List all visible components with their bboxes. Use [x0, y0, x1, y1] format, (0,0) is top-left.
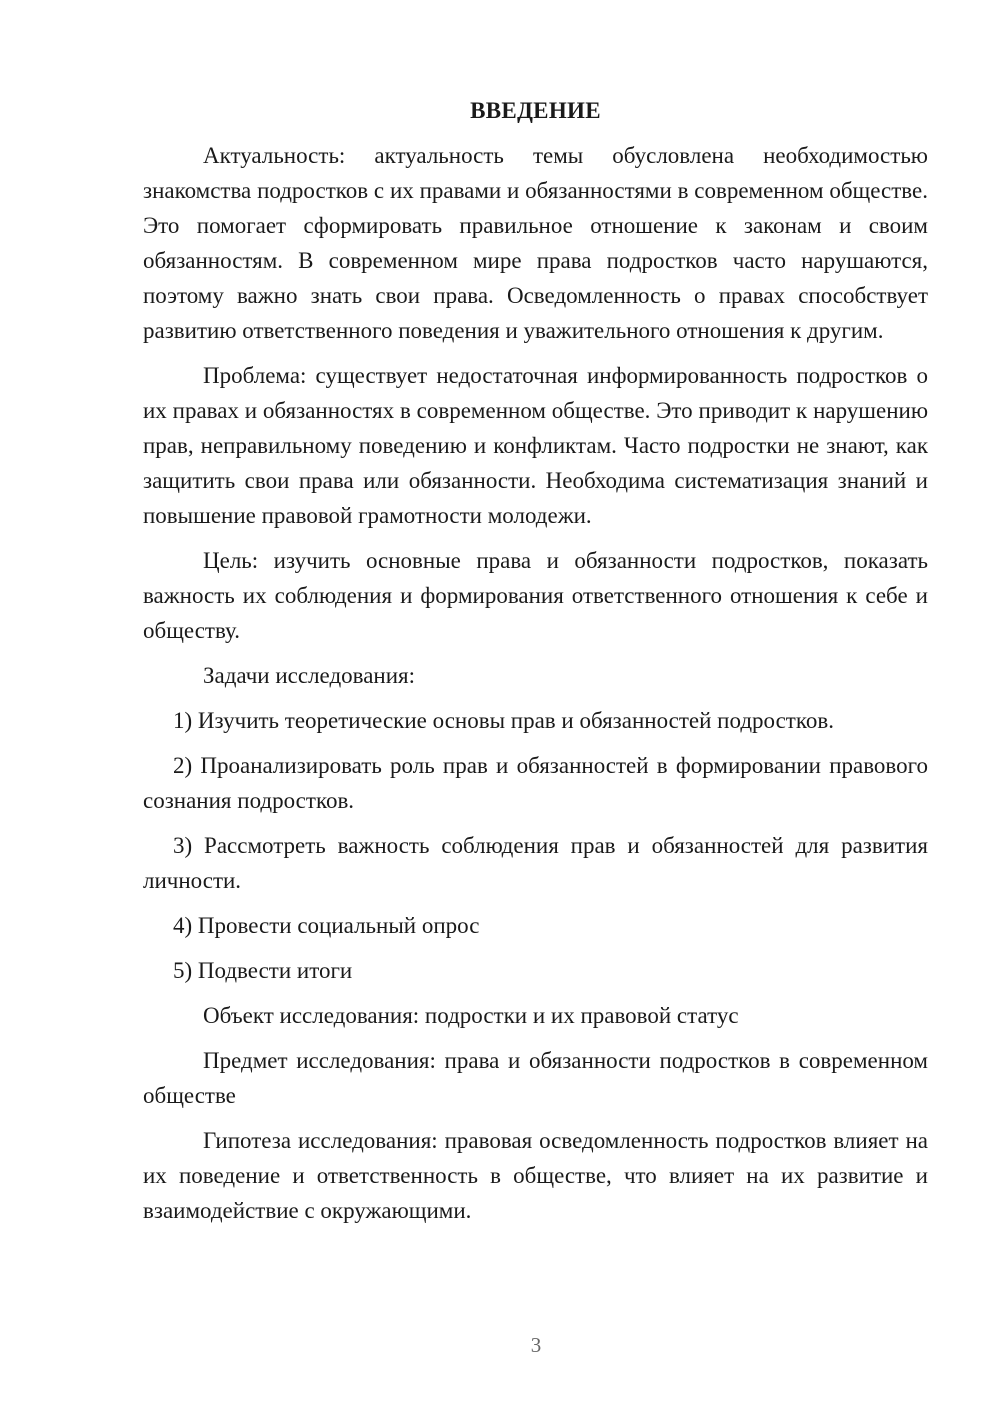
page-content — [143, 93, 928, 1238]
tasks-heading: Задачи исследования: — [203, 663, 416, 688]
section-title: ВВЕДЕНИЕ — [470, 98, 601, 123]
paragraph-subject: Предмет исследования: права и обязанности подростков в современном обществе — [143, 1048, 928, 1108]
paragraph-goal: Цель: изучить основные права и обязанности подростков, показать важность их соблюдения и формирования ответственного отношения к себе и обществу. — [143, 548, 928, 643]
paragraph-hypothesis: Гипотеза исследования: правовая осведомленность подростков влияет на их поведение и ответственность в обществе, что влияет на их развитие и взаимодействие с окружающими. — [143, 1128, 928, 1223]
task-item-4: 4) Провести социальный опрос — [173, 913, 480, 938]
paragraph-object: Объект исследования: подростки и их правовой статус — [203, 1003, 739, 1028]
paragraph-problem: Проблема: существует недостаточная информированность подростков о их правах и обязанностях в современном обществе. Это приводит к нарушению прав, неправильному поведению и конфликтам. Часто подростки не знают, как защитить свои права или обязанности. Необходима систематизация знаний и повышение правовой грамотности молодежи. — [143, 363, 928, 528]
task-item-3: 3) Рассмотреть важность соблюдения прав и обязанностей для развития личности. — [143, 833, 928, 893]
task-item-2: 2) Проанализировать роль прав и обязанностей в формировании правового сознания подростков. — [143, 753, 928, 813]
task-item-5: 5) Подвести итоги — [173, 958, 353, 983]
task-item-1: 1) Изучить теоретические основы прав и обязанностей подростков. — [173, 708, 834, 733]
page-number: 3 — [530, 1333, 542, 1357]
paragraph-relevance: Актуальность: актуальность темы обусловлена необходимостью знакомства подростков с их правами и обязанностями в современном обществе. Это помогает сформировать правильное отношение к законам и своим обязанностям. В современном мире права подростков часто нарушаются, поэтому важно знать свои права. Осведомленность о правах способствует развитию ответственного поведения и уважительного отношения к другим. — [143, 143, 928, 343]
